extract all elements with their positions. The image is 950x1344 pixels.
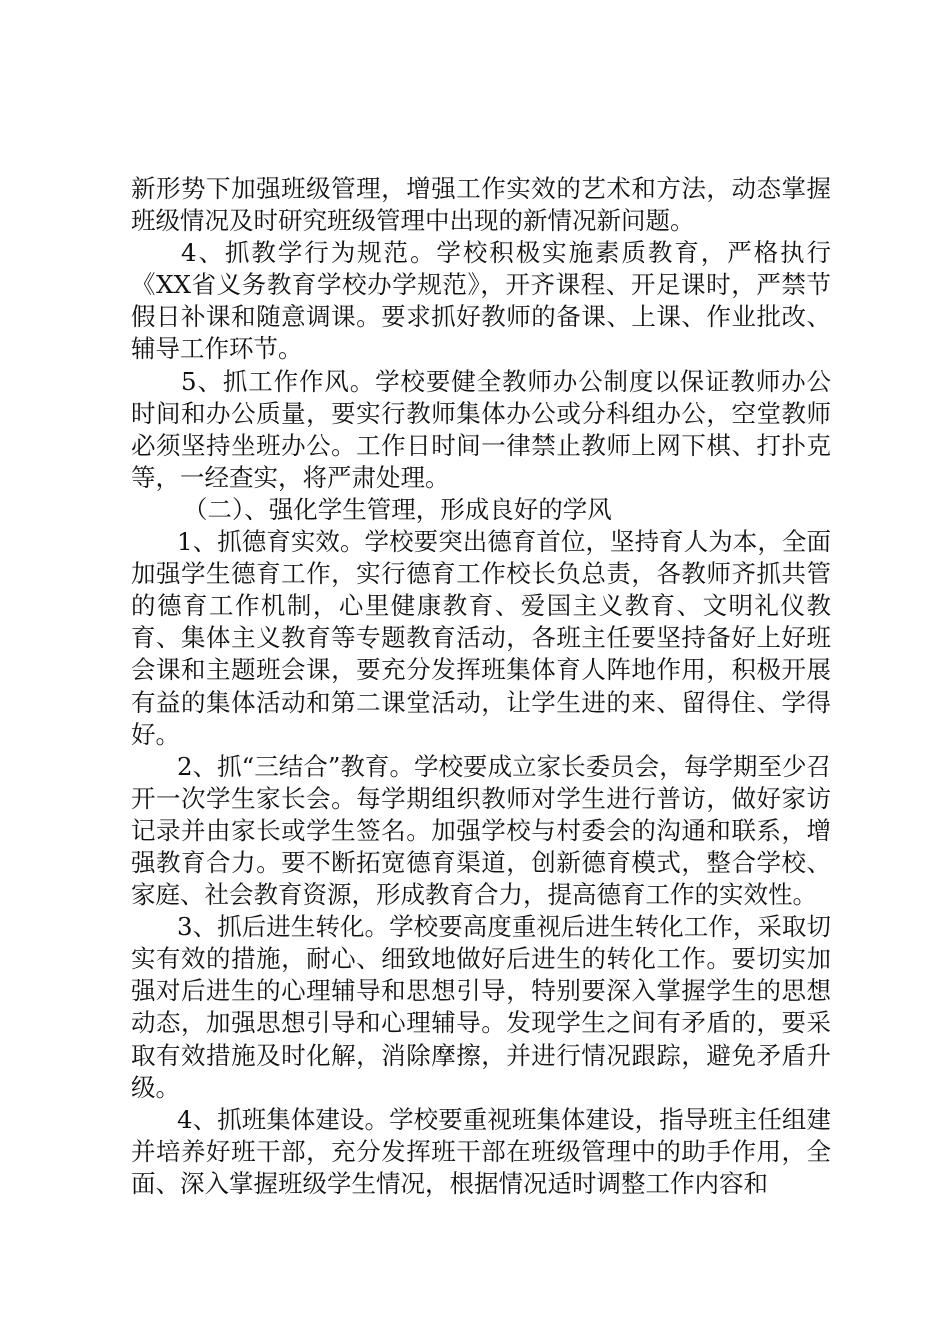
paragraph-three-combination: 2、抓“三结合”教育。学校要成立家长委员会，每学期至少召开一次学生家长会。每学期组织教师对学生进行普访，做好家访记录并由家长或学生签名。加强学校与村委会的沟通和联系，增强教育合力。要不断拓宽德育渠道，创新德育模式，整合学校、家庭、社会教育资源，形成教育合力，提高德育工作的实效性。 <box>131 751 831 910</box>
document-body <box>131 173 831 1200</box>
section-heading-student-management: （二）、强化学生管理，形成良好的学风 <box>183 494 612 524</box>
paragraph-continuation: 新形势下加强班级管理，增强工作实效的艺术和方法，动态掌握班级情况及时研究班级管理中出现的新情况新问题。 <box>131 174 831 236</box>
paragraph-underachievers: 3、抓后进生转化。学校要高度重视后进生转化工作，采取切实有效的措施，耐心、细致地做好后进生的转化工作。要切实加强对后进生的心理辅导和思想引导，特别要深入掌握学生的思想动态，加强思想引导和心理辅导。发现学生之间有矛盾的，要采取有效措施及时化解，消除摩擦，并进行情况跟踪，避免矛盾升级。 <box>131 912 831 1102</box>
paragraph-class-building: 4、抓班集体建设。学校要重视班集体建设，指导班主任组建并培养好班干部，充分发挥班干部在班级管理中的助手作用，全面、深入掌握班级学生情况，根据情况适时调整工作内容和 <box>131 1104 831 1198</box>
paragraph-work-style: 5、抓工作作风。学校要健全教师办公制度以保证教师办公时间和办公质量，要实行教师集体办公或分科组办公，空堂教师必须坚持坐班办公。工作日时间一律禁止教师上网下棋、打扑克等，一经查实，将严肃处理。 <box>131 366 831 492</box>
paragraph-teaching-norms: 4、抓教学行为规范。学校积极实施素质教育，严格执行《XX省义务教育学校办学规范》，开齐课程、开足课时，严禁节假日补课和随意调课。要求抓好教师的备课、上课、作业批改、辅导工作环节。 <box>131 238 831 364</box>
paragraph-moral-education: 1、抓德育实效。学校要突出德育首位，坚持育人为本，全面加强学生德育工作，实行德育工作校长负总责，各教师齐抓共管的德育工作机制，心里健康教育、爱国主义教育、文明礼仪教育、集体主义教育等专题教育活动，各班主任要坚持备好上好班会课和主题班会课，要充分发挥班集体育人阵地作用，积极开展有益的集体活动和第二课堂活动，让学生进的来、留得住、学得好。 <box>131 527 831 749</box>
